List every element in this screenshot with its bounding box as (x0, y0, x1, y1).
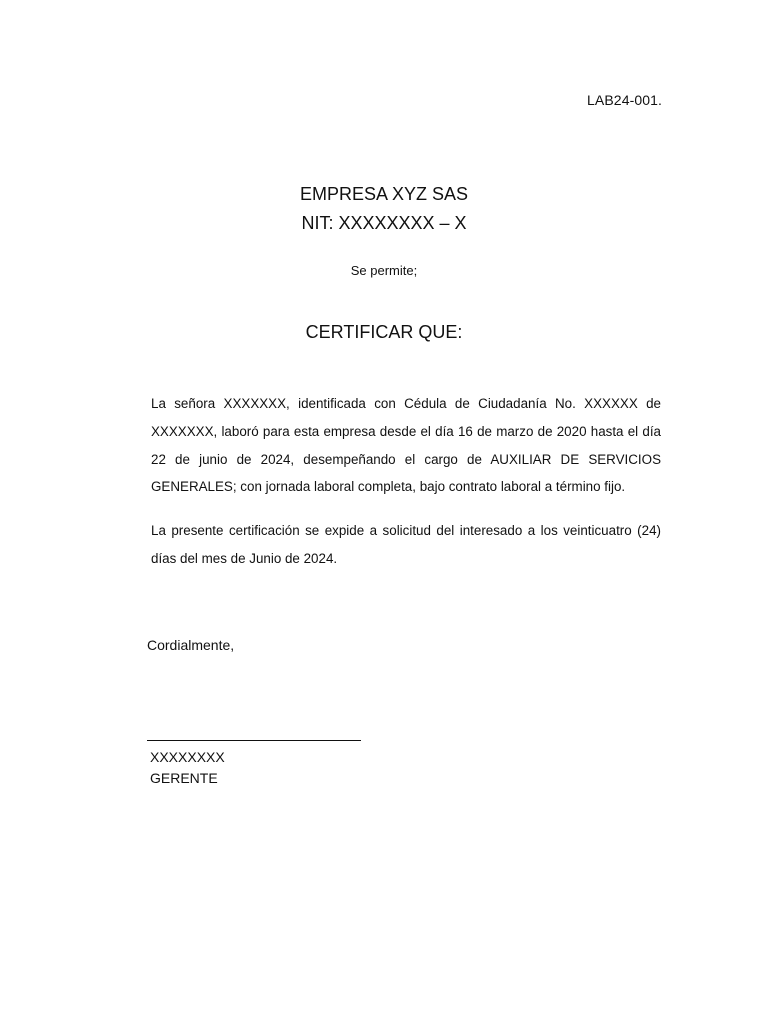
company-name: EMPRESA XYZ SAS (299, 184, 469, 204)
closing-text: Cordialmente, (147, 637, 235, 653)
signature-line (147, 740, 361, 741)
issuance-paragraph: La presente certificación se expide a solicitud del interesado a los veinticuatro (24) días del mes de Junio de 2024. (151, 523, 661, 566)
signer-name: XXXXXXXX (150, 749, 225, 765)
company-nit: NIT: XXXXXXXX – X (301, 213, 467, 233)
company-header (0, 180, 768, 238)
employment-paragraph: La señora XXXXXXX, identificada con Cédula de Ciudadanía No. XXXXXX de XXXXXXX, laboró para esta empresa desde el día 16 de marzo de 2020 hasta el día 22 de junio de 2024, desempeñando el cargo de AUXILIAR DE SERVICIOS GENERALES; con jornada laboral completa, bajo contrato laboral a término fijo. (151, 396, 661, 495)
certificate-heading: CERTIFICAR QUE: (305, 322, 463, 342)
reference-number: LAB24-001. (587, 92, 662, 108)
intro-text: Se permite; (350, 263, 418, 278)
signer-role: GERENTE (150, 770, 218, 786)
